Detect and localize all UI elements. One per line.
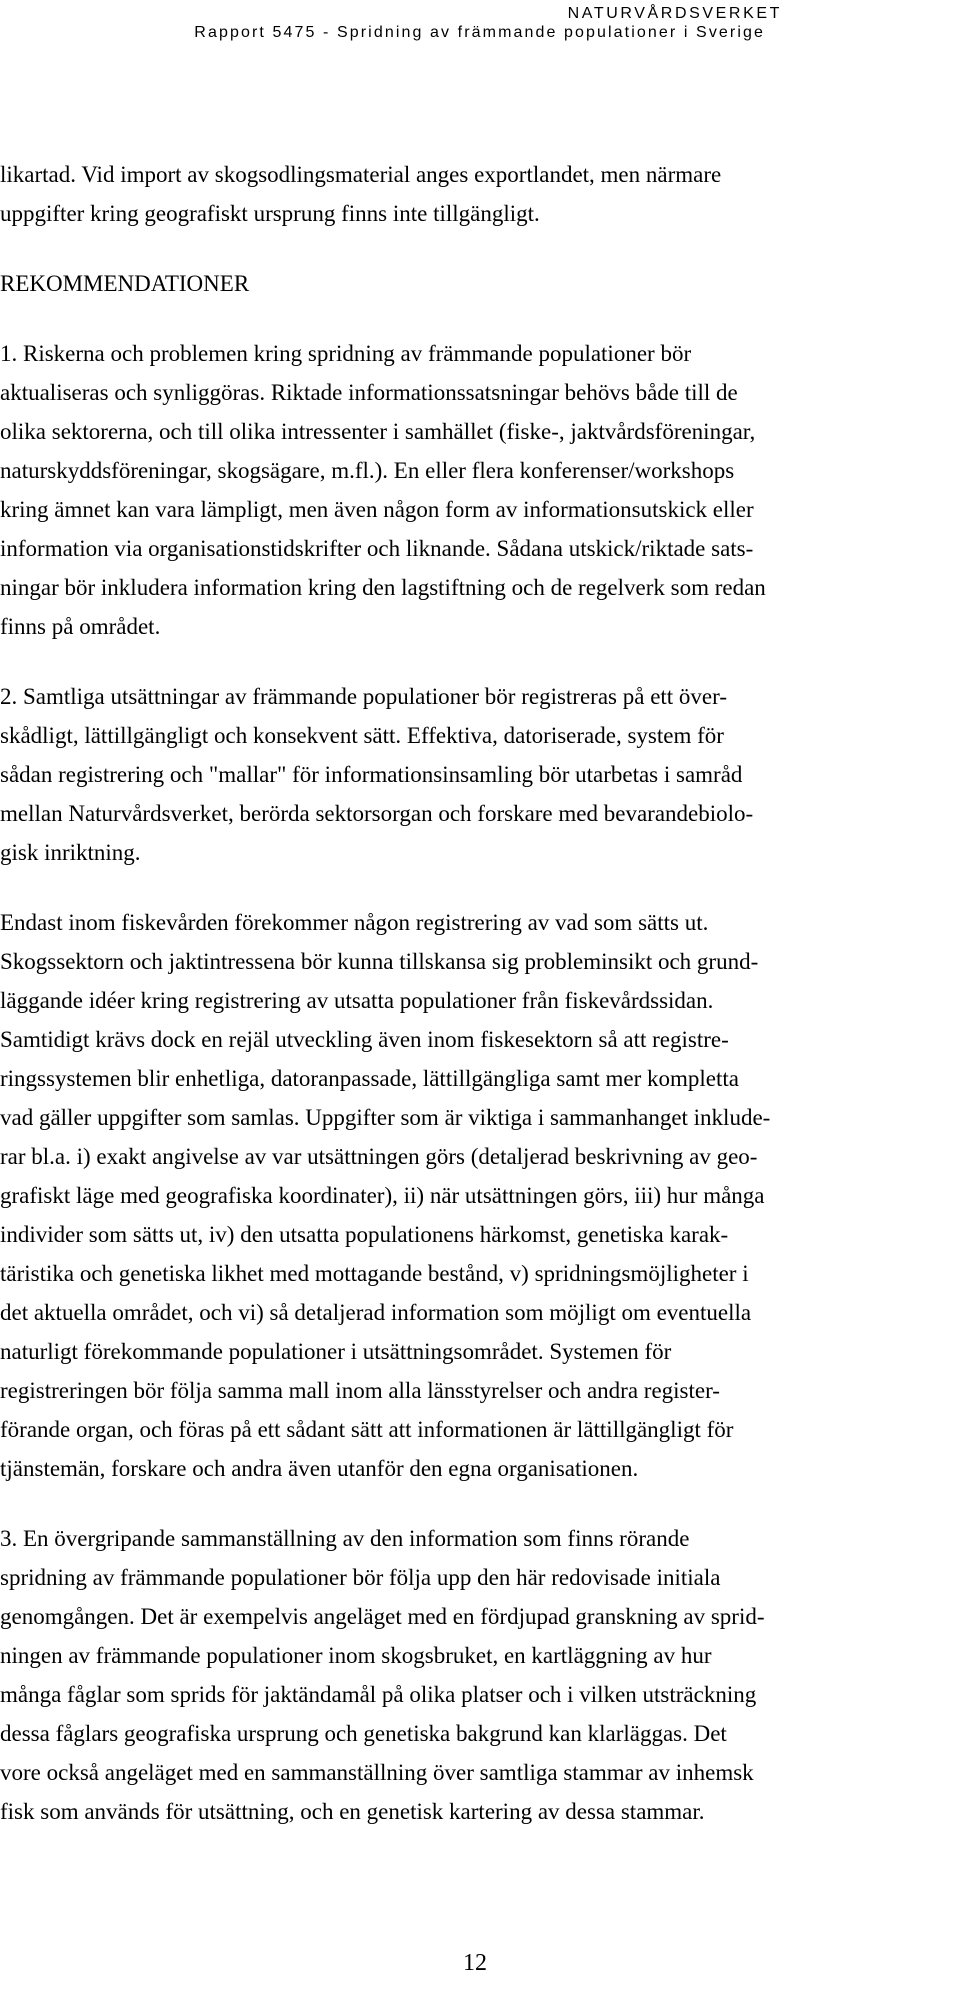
page-number-text: 12 [463,1950,487,1976]
recommendation-1: 1. Riskerna och problemen kring spridning av främmande populationer bör aktualiseras och synliggöras. Riktade informationssatsningar behövs både till de olika sektorerna, och till olika intressenter i samhället (fiske-, jaktvårdsföreningar, naturskyddsföreningar, skogsägare, m.fl.). En eller flera konferenser/workshops kring ämnet kan vara lämpligt, men även någon form av informationsutskick eller information via organisationstidskrifter och liknande. Sådana utskick/riktade sats- ningar bör inkludera information kring den lagstiftning och de regelverk som redan finns på området. [0,341,766,639]
section-heading: REKOMMENDATIONER [0,271,250,296]
header-organization: NATURVÅRDSVERKET [567,5,782,22]
recommendation-2: 2. Samtliga utsättningar av främmande populationer bör registreras på ett över- skådligt, lättillgängligt och konsekvent sätt. Effektiva, datoriserade, system för sådan registrering och "mallar" för informationsinsamling bör utarbetas i samråd mellan Naturvårdsverket, berörda sektorsorgan och forskare med bevarandebiolo- gisk inriktning. [0,684,754,865]
recommendation-3: 3. En övergripande sammanställning av den information som finns rörande spridning av främmande populationer bör följa upp den här redovisade initiala genomgången. Det är exempelvis angeläget med en fördjupad granskning av sprid- ningen av främmande populationer inom skogsbruket, en kartläggning av hur många fåglar som sprids för jaktändamål på olika platser och i vilken utsträckning dessa fåglars geografiska ursprung och genetiska bakgrund kan klarläggas. Det vore också angeläget med en sammanställning över samtliga stammar av inhemsk fisk som används för utsättning, och en genetisk kartering av dessa stammar. [0,1526,765,1824]
paragraph-continuation: likartad. Vid import av skogsodlingsmaterial anges exportlandet, men närmare uppgifter kring geografiskt ursprung finns inte tillgängligt. [0,162,722,226]
page-number [0,1949,960,1977]
paragraph-registration: Endast inom fiskevården förekommer någon registrering av vad som sätts ut. Skogssektorn och jaktintressena bör kunna tillskansa sig probleminsikt och grund- läggande idéer kring registrering av utsatta populationer från fiskevårdssidan. Samtidigt krävs dock en rejäl utveckling även inom fiskesektorn så att registre- ringssystemen blir enhetliga, datoranpassade, lättillgängliga samt mer kompletta vad gäller uppgifter som samlas. Uppgifter som är viktiga i sammanhanget inklude- rar bl.a. i) exakt angivelse av var utsättningen görs (detaljerad beskrivning av geo- grafiskt läge med geografiska koordinater), ii) när utsättningen görs, iii) hur många individer som sätts ut, iv) den utsatta populationens härkomst, genetiska karak- täristika och genetiska likhet med mottagande bestånd, v) spridningsmöjligheter i det aktuella området, och vi) så detaljerad information som möjligt om eventuella naturligt förekommande populationer i utsättningsområdet. Systemen för registreringen bör följa samma mall inom alla länsstyrelser och andra register- förande organ, och föras på ett sådant sätt att informationen är lättillgängligt för tjänstemän, forskare och andra även utanför den egna organisationen. [0,910,771,1481]
header-report-title: Rapport 5475 - Spridning av främmande populationer i Sverige [194,24,765,41]
running-header [0,4,960,42]
document-body [0,155,956,1862]
